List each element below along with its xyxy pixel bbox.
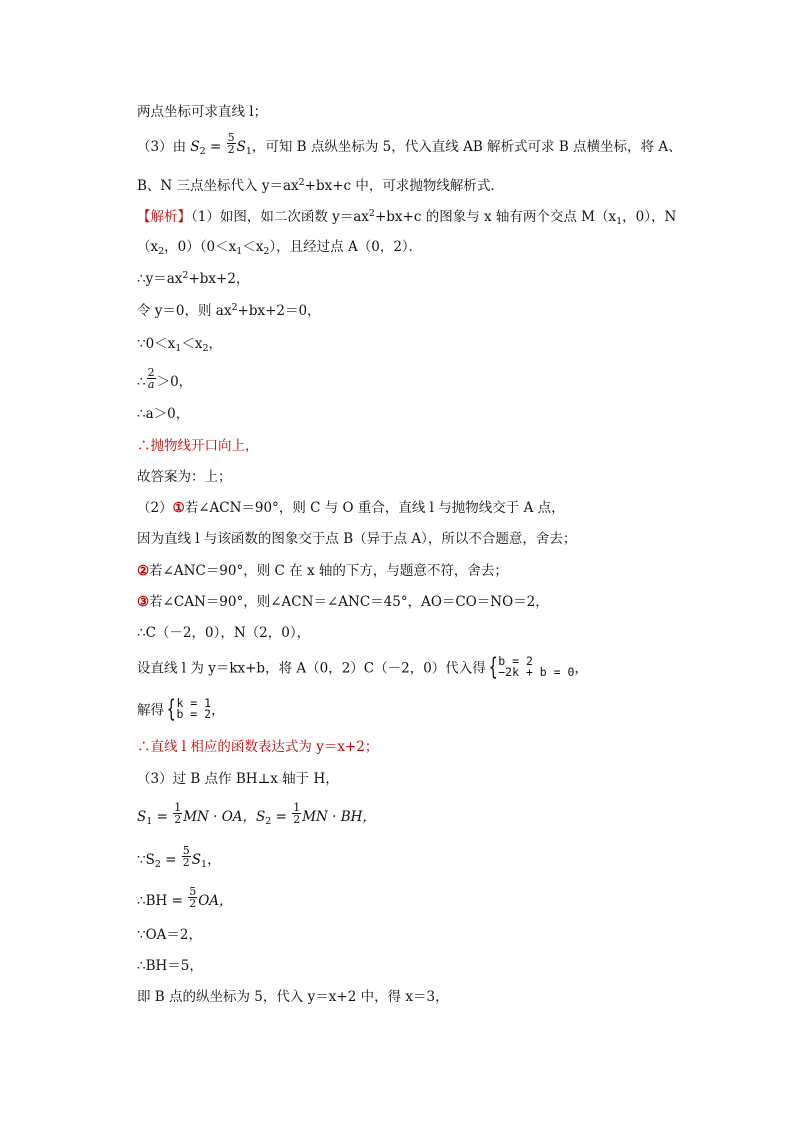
superscript: 2 — [231, 302, 238, 313]
text: ，0）（0＜x — [164, 239, 237, 255]
text: +bx+2＝0， — [237, 303, 321, 319]
equation-row: b = 2 — [498, 654, 533, 668]
text-line-19 — [137, 695, 225, 723]
denominator: 2 — [227, 143, 235, 156]
text-line-5 — [137, 238, 422, 258]
subscript: 1 — [201, 859, 208, 870]
text-line-22 — [137, 801, 376, 829]
denominator: 2 — [293, 813, 301, 826]
numerator: 2 — [147, 366, 155, 379]
text: ∴抛物线开口向上， — [137, 438, 259, 454]
equals: = — [160, 852, 181, 868]
text: ， — [574, 660, 588, 677]
text: ， — [207, 852, 221, 868]
subscript: 1 — [245, 146, 252, 157]
text-line-6 — [137, 270, 249, 290]
denominator: 2 — [189, 897, 197, 910]
text: ∵0＜x — [137, 336, 176, 352]
superscript: 2 — [368, 208, 375, 219]
text: ＜x — [242, 239, 264, 255]
subscript: 2 — [154, 859, 161, 870]
denominator: 2 — [182, 856, 190, 869]
text: ∴a＞0， — [137, 406, 190, 422]
text-line-9 — [137, 366, 193, 394]
text-line-27 — [137, 988, 449, 1006]
text: （x — [137, 239, 159, 255]
text: B、N 三点坐标代入 y＝ax — [137, 178, 299, 194]
text-line-26 — [137, 957, 203, 975]
text-line-14 — [137, 530, 576, 548]
fraction — [188, 886, 197, 909]
case-marker-1: ① — [172, 500, 185, 516]
text: ∴C（－2，0），N（2，0）， — [137, 625, 311, 641]
text: ， — [208, 336, 223, 352]
text: ＞0， — [156, 374, 193, 390]
text: 若∠ACN＝90°，则 C 与 O 重合，直线 l 与抛物线交于 A 点， — [184, 500, 565, 516]
text: OA， — [198, 893, 233, 909]
math-s: S — [190, 139, 200, 155]
text-line-4 — [137, 208, 676, 228]
superscript: 2 — [298, 177, 305, 188]
brace: { — [166, 695, 176, 723]
text: ＜x — [181, 336, 203, 352]
numerator: 5 — [189, 885, 197, 898]
text-line-13 — [137, 499, 565, 517]
text: （2） — [137, 500, 173, 516]
brace: { — [488, 653, 498, 681]
equals: = — [205, 139, 226, 155]
text: （1）如图，如二次函数 y＝ax — [191, 209, 369, 225]
text: ∴BH = — [137, 893, 188, 909]
text-line-17 — [137, 624, 310, 642]
text-line-1 — [137, 103, 267, 121]
analysis-label: 【解析】 — [137, 209, 191, 225]
subscript: 2 — [202, 343, 209, 354]
superscript: 2 — [182, 270, 189, 281]
text: （3）过 B 点作 BH⊥x 轴于 H， — [137, 771, 339, 787]
fraction — [182, 845, 191, 868]
denominator: a — [147, 378, 155, 391]
fraction — [292, 802, 301, 825]
subscript: 1 — [146, 816, 153, 827]
equation-system-1 — [486, 653, 575, 681]
text: ∵S — [137, 852, 155, 868]
text-line-8 — [137, 335, 222, 355]
denominator: 2 — [174, 813, 182, 826]
equation-row: b = 2 — [176, 707, 212, 721]
text-line-20 — [137, 738, 378, 756]
text-line-10 — [137, 405, 189, 423]
text: MN · OA，S — [183, 809, 266, 825]
subscript: 1 — [236, 246, 243, 257]
text: ，可知 B 点纵坐标为 5，代入直线 AB 解析式可求 B 点横坐标，将 A、 — [251, 139, 682, 155]
subscript: 2 — [158, 246, 165, 257]
text: 若∠CAN＝90°，则∠ACN＝∠ANC＝45°，AO＝CO＝NO＝2， — [149, 594, 549, 610]
text-line-11 — [137, 437, 259, 455]
text: （3）由 — [137, 139, 191, 155]
text: 令 y＝0，则 ax — [137, 303, 232, 319]
text-line-2 — [137, 131, 682, 159]
text: 即 B 点的纵坐标为 5，代入 y＝x+2 中，得 x＝3， — [137, 989, 449, 1005]
subscript: 2 — [199, 146, 206, 157]
subscript: 2 — [265, 816, 272, 827]
text: +bx+2， — [188, 271, 250, 287]
numerator: 5 — [227, 131, 235, 144]
text: 解得 — [137, 702, 164, 719]
text-line-7 — [137, 302, 321, 322]
text: ∴BH＝5， — [137, 958, 203, 974]
text: 故答案为：上； — [137, 469, 232, 485]
fraction — [227, 132, 236, 155]
text-line-23 — [137, 844, 221, 872]
equation-row: k = 1 — [176, 696, 212, 710]
numerator: 1 — [174, 801, 182, 814]
equation-row: −2k + b = 0 — [498, 665, 575, 679]
case-marker-2: ② — [137, 563, 150, 579]
subscript: 1 — [175, 343, 182, 354]
subscript: 1 — [616, 216, 623, 227]
text: +bx+c 的图象与 x 轴有两个交点 M（x — [374, 209, 617, 225]
text: ∴y＝ax — [137, 271, 183, 287]
text: ∴直线 l 相应的函数表达式为 y＝x+2； — [137, 739, 379, 755]
text: MN · BH， — [302, 809, 376, 825]
text: +bx+c 中，可求抛物线解析式． — [304, 178, 504, 194]
text: ∴ — [137, 374, 146, 390]
text: ，0），N — [622, 209, 677, 225]
equation-system-2 — [164, 695, 212, 723]
math-s: S — [137, 809, 147, 825]
text-line-3 — [137, 177, 504, 197]
text: 因为直线 l 与该函数的图象交于点 B（异于点 A），所以不合题意，舍去； — [137, 531, 577, 547]
text: 若∠ANC＝90°，则 C 在 x 轴的下方，与题意不符，舍去； — [149, 563, 508, 579]
text-line-12 — [137, 468, 232, 486]
numerator: 5 — [182, 844, 190, 857]
text: ， — [211, 702, 225, 719]
text: ∵OA＝2， — [137, 927, 202, 943]
fraction — [147, 367, 156, 390]
text-line-21 — [137, 770, 339, 788]
text: ），且经过点 A（0，2）． — [269, 239, 423, 255]
text-line-25 — [137, 926, 202, 944]
text: 设直线 l 为 y＝kx+b，将 A（0，2）C（－2，0）代入得 — [137, 660, 486, 677]
equals: = — [271, 809, 292, 825]
math-s: S — [191, 852, 202, 868]
text-line-15 — [137, 562, 508, 580]
subscript: 2 — [263, 246, 270, 257]
case-marker-3: ③ — [137, 594, 150, 610]
math-s: S — [236, 139, 246, 155]
text-line-18 — [137, 653, 588, 681]
text-line-16 — [137, 593, 549, 611]
text: 两点坐标可求直线 l； — [137, 104, 268, 120]
text-line-24 — [137, 885, 233, 913]
equals: = — [152, 809, 173, 825]
numerator: 1 — [293, 801, 301, 814]
fraction — [173, 802, 182, 825]
